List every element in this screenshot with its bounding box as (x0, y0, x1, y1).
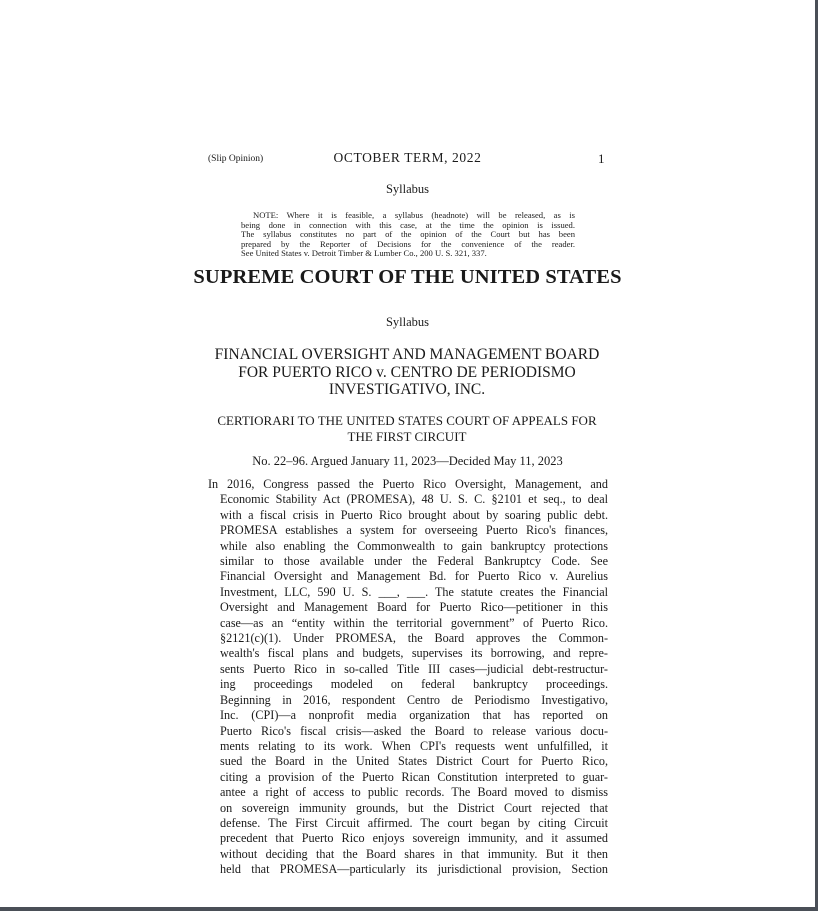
certiorari-heading (196, 413, 618, 444)
body-line: precedent that Puerto Rico enjoys sovereign immunity, and it assumed (220, 831, 608, 846)
body-line: citing a provision of the Puerto Rican Constitution interpreted to guar- (220, 769, 608, 784)
note-line: prepared by the Reporter of Decisions for the convenience of the reader. (241, 238, 575, 249)
note-line: NOTE: Where it is feasible, a syllabus (headnote) will be released, as is (253, 210, 575, 220)
body-line: similar to those available under the Federal Bankruptcy Code. See (220, 554, 608, 569)
slip-opinion-label: (Slip Opinion) (208, 154, 264, 164)
body-line: Puerto Rico's fiscal crisis—asked the Board to release various docu- (220, 723, 608, 738)
body-line: wealth's fiscal plans and budgets, supervises its borrowing, and repre- (220, 646, 608, 661)
body-line: ments relating to its work. When CPI's requests went unfulfilled, it (220, 738, 608, 753)
body-line: with a fiscal crisis in Puerto Rico brought about by soaring public debt. (220, 507, 608, 522)
term-heading: OCTOBER TERM, 2022 (333, 150, 482, 165)
syllabus-heading: Syllabus (385, 182, 430, 196)
note-line: The syllabus constitutes no part of the opinion of the Court but has been (241, 229, 575, 240)
docket-line: No. 22–96. Argued January 11, 2023—Decided May 11, 2023 (252, 454, 563, 468)
body-line: sued the Board in the United States District Court for Puerto Rico, (220, 754, 608, 769)
body-line: In 2016, Congress passed the Puerto Rico Oversight, Management, and (208, 477, 608, 491)
syllabus-heading-2: Syllabus (385, 315, 430, 329)
body-line: while also enabling the Commonwealth to gain bankruptcy protections (220, 538, 608, 553)
window-frame-bottom (0, 907, 818, 911)
syllabus-body (208, 477, 608, 878)
body-line: §2121(c)(1). Under PROMESA, the Board approves the Common- (220, 631, 608, 646)
case-title-line: FOR PUERTO RICO v. CENTRO DE PERIODISMO (238, 363, 576, 381)
certiorari-line: THE FIRST CIRCUIT (347, 428, 467, 444)
body-line: Investment, LLC, 590 U. S. ___, ___. The statute creates the Financial (220, 584, 608, 599)
case-title (196, 346, 618, 399)
body-line: case—as an “entity within the territorial government” of Puerto Rico. (220, 615, 608, 630)
body-line: on sovereign immunity grounds, but the District Court rejected that (220, 800, 608, 815)
body-line: sents Puerto Rico in so-called Title III cases—judicial debt-restructur- (220, 661, 608, 676)
body-line: ing proceedings modeled on federal bankruptcy proceedings. (220, 677, 608, 692)
headnote-notice (241, 211, 575, 259)
certiorari-line: CERTIORARI TO THE UNITED STATES COURT OF APPEALS FOR (217, 413, 597, 428)
note-line: being done in connection with this case, at the time the opinion is issued. (241, 219, 575, 230)
body-line: Beginning in 2016, respondent Centro de Periodismo Investigativo, (220, 692, 608, 707)
note-line: See United States v. Detroit Timber & Lumber Co., 200 U. S. 321, 337. (241, 248, 487, 259)
page-number: 1 (598, 151, 605, 166)
case-title-line: FINANCIAL OVERSIGHT AND MANAGEMENT BOARD (214, 346, 600, 363)
body-line: Oversight and Management Board for Puerto Rico—petitioner in this (220, 600, 608, 615)
body-line: defense. The First Circuit affirmed. The court began by citing Circuit (220, 815, 608, 830)
case-title-line: INVESTIGATIVO, INC. (328, 381, 486, 398)
body-line: Inc. (CPI)—a nonprofit media organization that has reported on (220, 708, 608, 723)
body-line: PROMESA establishes a system for overseeing Puerto Rico's finances, (220, 523, 608, 538)
body-line: Economic Stability Act (PROMESA), 48 U. S. C. §2101 et seq., to deal (220, 492, 608, 507)
body-line: held that PROMESA—particularly its jurisdictional provision, Section (220, 862, 608, 877)
body-line: without deciding that the Board shares in that immunity. But it then (220, 846, 608, 861)
body-line: Financial Oversight and Management Bd. for Puerto Rico v. Aurelius (220, 569, 608, 584)
court-name: SUPREME COURT OF THE UNITED STATES (193, 266, 622, 288)
body-line: antee a right of access to public records. The Board moved to dismiss (220, 785, 608, 800)
